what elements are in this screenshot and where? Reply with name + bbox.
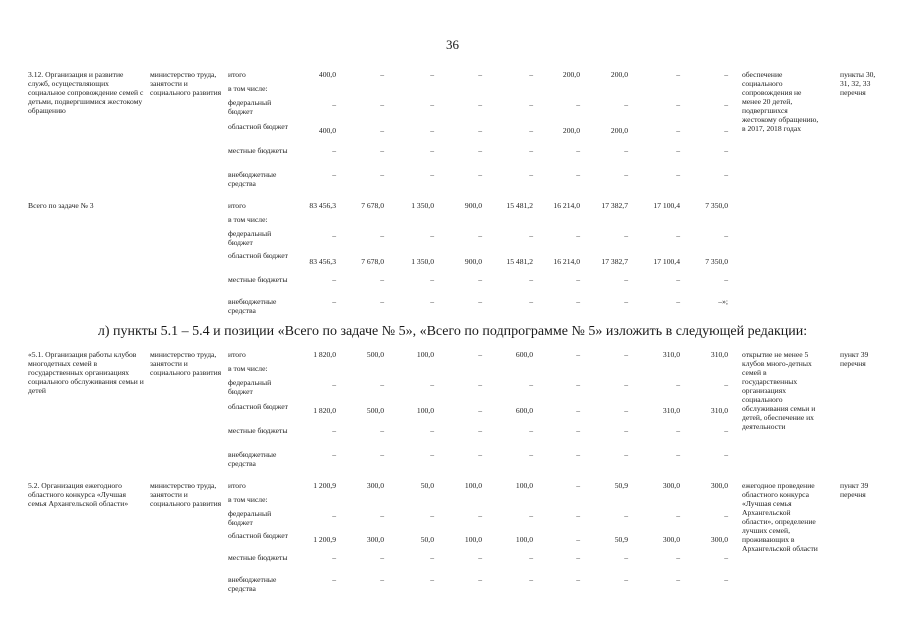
value-cell: –: [529, 100, 533, 109]
value-cell: 300,0: [366, 481, 384, 490]
row-note: открытие не менее 5 клубов много-детных семей в государственных организациях социального обслуживания семьи и детей, обеспечение их деятельности: [742, 350, 816, 431]
value-cell: –: [430, 231, 434, 240]
value-cell: 100,0: [416, 406, 434, 415]
value-cell: 200,0: [610, 126, 628, 135]
value-cell: –: [332, 297, 336, 306]
value-cell: 200,0: [610, 70, 628, 79]
value-cell: –: [529, 126, 533, 135]
value-cell: –: [529, 231, 533, 240]
value-cell: –: [430, 146, 434, 155]
value-cell: –: [529, 553, 533, 562]
page-number: 36: [446, 37, 459, 52]
value-cell: –: [724, 170, 728, 179]
value-cell: –: [529, 146, 533, 155]
value-cell: –: [724, 553, 728, 562]
value-cell: –: [676, 170, 680, 179]
value-cell: –: [529, 275, 533, 284]
value-cell: 100,0: [515, 535, 533, 544]
value-cell: –: [576, 170, 580, 179]
value-cell: –: [380, 146, 384, 155]
source-label: итого: [228, 201, 246, 210]
value-cell: 310,0: [710, 406, 728, 415]
value-cell: 300,0: [710, 481, 728, 490]
value-cell: –: [529, 70, 533, 79]
value-cell: 17 382,7: [601, 201, 628, 210]
value-cell: 400,0: [318, 126, 336, 135]
value-cell: –: [676, 553, 680, 562]
value-cell: –: [529, 297, 533, 306]
value-cell: –: [576, 146, 580, 155]
row-executor: министерство труда, занятости и социального развития: [150, 481, 222, 508]
value-cell: 17 100,4: [653, 257, 680, 266]
value-cell: –: [676, 426, 680, 435]
value-cell: –: [332, 146, 336, 155]
value-cell: 1 200,9: [313, 481, 336, 490]
value-cell: 7 350,0: [705, 257, 728, 266]
value-cell: –: [380, 297, 384, 306]
value-cell: 310,0: [662, 350, 680, 359]
value-cell: –: [478, 146, 482, 155]
value-cell: –: [430, 553, 434, 562]
source-label: внебюджетные средства: [228, 450, 277, 468]
value-cell: –: [529, 575, 533, 584]
value-cell: –: [529, 380, 533, 389]
value-cell: –: [478, 297, 482, 306]
value-cell: –: [676, 450, 680, 459]
value-cell: 300,0: [662, 535, 680, 544]
source-label: в том числе:: [228, 84, 268, 93]
value-cell: 16 214,0: [553, 201, 580, 210]
value-cell: –: [576, 426, 580, 435]
value-cell: 83 456,3: [309, 201, 336, 210]
value-cell: 100,0: [515, 481, 533, 490]
value-cell: –: [430, 100, 434, 109]
row-reference: пункты 30, 31, 32, 33 перечня: [840, 70, 876, 97]
value-cell: –: [676, 275, 680, 284]
value-cell: –: [430, 70, 434, 79]
value-cell: –: [430, 275, 434, 284]
value-cell: –: [430, 511, 434, 520]
value-cell: –: [724, 126, 728, 135]
value-cell: –: [724, 380, 728, 389]
value-cell: –: [380, 275, 384, 284]
value-cell: –: [676, 575, 680, 584]
value-cell: –: [430, 380, 434, 389]
value-cell: 7 678,0: [361, 201, 384, 210]
row-title: 5.2. Организация ежегодного областного конкурса «Лучшая семья Архангельской области»: [28, 481, 129, 508]
value-cell: 16 214,0: [553, 257, 580, 266]
value-cell: –: [576, 511, 580, 520]
value-cell: –: [724, 70, 728, 79]
value-cell: –: [332, 380, 336, 389]
value-cell: 310,0: [710, 350, 728, 359]
value-cell: 100,0: [464, 481, 482, 490]
value-cell: –: [576, 535, 580, 544]
source-label: местные бюджеты: [228, 426, 288, 435]
value-cell: –: [529, 170, 533, 179]
value-cell: –: [624, 380, 628, 389]
value-cell: 50,0: [420, 535, 434, 544]
value-cell: –: [576, 350, 580, 359]
source-label: местные бюджеты: [228, 275, 288, 284]
row-executor: министерство труда, занятости и социального развития: [150, 70, 222, 97]
value-cell: –: [724, 100, 728, 109]
value-cell: –: [332, 170, 336, 179]
value-cell: –: [332, 426, 336, 435]
value-cell: –: [624, 100, 628, 109]
value-cell: 300,0: [710, 535, 728, 544]
value-cell: 310,0: [662, 406, 680, 415]
value-cell: –: [478, 511, 482, 520]
value-cell: –: [576, 231, 580, 240]
value-cell: –: [624, 146, 628, 155]
value-cell: –: [576, 553, 580, 562]
value-cell: 600,0: [515, 406, 533, 415]
source-label: федеральный бюджет: [228, 98, 272, 116]
value-cell: –: [724, 450, 728, 459]
value-cell: 1 820,0: [313, 406, 336, 415]
value-cell: –: [478, 100, 482, 109]
row-title: Всего по задаче № 3: [28, 201, 94, 210]
source-label: в том числе:: [228, 364, 268, 373]
value-cell: 83 456,3: [309, 257, 336, 266]
value-cell: –: [478, 380, 482, 389]
source-label: федеральный бюджет: [228, 509, 272, 527]
value-cell: –: [624, 350, 628, 359]
value-cell: 17 382,7: [601, 257, 628, 266]
source-label: итого: [228, 70, 246, 79]
value-cell: –: [624, 297, 628, 306]
source-label: федеральный бюджет: [228, 229, 272, 247]
value-cell: 900,0: [464, 257, 482, 266]
value-cell: 200,0: [562, 126, 580, 135]
value-cell: –: [478, 575, 482, 584]
value-cell: –: [332, 275, 336, 284]
value-cell: –: [676, 146, 680, 155]
value-cell: –»;: [718, 297, 728, 306]
row-note: ежегодное проведение областного конкурса «Лучшая семья Архангельской области», определение лучших семей, проживающих в Архангельской области: [742, 481, 818, 553]
value-cell: 300,0: [366, 535, 384, 544]
value-cell: 300,0: [662, 481, 680, 490]
value-cell: –: [332, 511, 336, 520]
value-cell: –: [430, 126, 434, 135]
value-cell: –: [624, 575, 628, 584]
value-cell: 500,0: [366, 350, 384, 359]
section-heading: л) пункты 5.1 – 5.4 и позиции «Всего по задаче № 5», «Всего по подпрограмме № 5» изложить в следующей редакции:: [97, 324, 808, 339]
value-cell: –: [724, 231, 728, 240]
value-cell: 100,0: [464, 535, 482, 544]
value-cell: 500,0: [366, 406, 384, 415]
value-cell: –: [380, 170, 384, 179]
value-cell: –: [430, 170, 434, 179]
source-label: внебюджетные средства: [228, 170, 277, 188]
value-cell: –: [380, 426, 384, 435]
source-label: федеральный бюджет: [228, 378, 272, 396]
row-note: обеспечение социального сопровождения не менее 20 детей, подвергшихся жестокому обращению, в 2017, 2018 годах: [742, 70, 819, 133]
value-cell: 1 200,9: [313, 535, 336, 544]
value-cell: –: [478, 231, 482, 240]
value-cell: 1 350,0: [411, 201, 434, 210]
value-cell: –: [576, 406, 580, 415]
source-label: областной бюджет: [228, 122, 288, 131]
value-cell: –: [676, 231, 680, 240]
value-cell: –: [576, 450, 580, 459]
value-cell: –: [624, 426, 628, 435]
value-cell: 50,9: [614, 481, 628, 490]
value-cell: –: [624, 275, 628, 284]
value-cell: –: [724, 275, 728, 284]
value-cell: –: [576, 275, 580, 284]
source-label: итого: [228, 350, 246, 359]
row-reference: пункт 39 перечня: [840, 350, 869, 368]
value-cell: –: [576, 100, 580, 109]
value-cell: –: [380, 511, 384, 520]
value-cell: –: [478, 553, 482, 562]
source-label: областной бюджет: [228, 531, 288, 540]
value-cell: –: [430, 450, 434, 459]
value-cell: 200,0: [562, 70, 580, 79]
value-cell: –: [332, 231, 336, 240]
source-label: местные бюджеты: [228, 553, 288, 562]
value-cell: –: [430, 575, 434, 584]
value-cell: –: [676, 100, 680, 109]
value-cell: –: [624, 231, 628, 240]
value-cell: –: [724, 146, 728, 155]
value-cell: 7 678,0: [361, 257, 384, 266]
value-cell: –: [478, 426, 482, 435]
source-label: областной бюджет: [228, 402, 288, 411]
value-cell: 900,0: [464, 201, 482, 210]
source-label: областной бюджет: [228, 251, 288, 260]
value-cell: –: [380, 450, 384, 459]
value-cell: –: [430, 297, 434, 306]
row-executor: министерство труда, занятости и социального развития: [150, 350, 222, 377]
value-cell: –: [529, 511, 533, 520]
value-cell: 1 350,0: [411, 257, 434, 266]
value-cell: –: [380, 100, 384, 109]
value-cell: 100,0: [416, 350, 434, 359]
source-label: местные бюджеты: [228, 146, 288, 155]
value-cell: –: [332, 575, 336, 584]
value-cell: –: [478, 275, 482, 284]
value-cell: –: [676, 380, 680, 389]
value-cell: 15 481,2: [506, 201, 533, 210]
value-cell: 7 350,0: [705, 201, 728, 210]
source-label: в том числе:: [228, 495, 268, 504]
value-cell: –: [624, 511, 628, 520]
value-cell: –: [380, 231, 384, 240]
row-reference: пункт 39 перечня: [840, 481, 869, 499]
value-cell: –: [676, 126, 680, 135]
value-cell: –: [724, 511, 728, 520]
source-label: итого: [228, 481, 246, 490]
row-title: 3.12. Организация и развитие служб, осуществляющих социальное сопровождение семей с детьми, подвергшимися жестокому обращению: [28, 70, 144, 115]
value-cell: –: [380, 575, 384, 584]
value-cell: –: [676, 70, 680, 79]
value-cell: –: [430, 426, 434, 435]
value-cell: –: [529, 426, 533, 435]
value-cell: –: [478, 70, 482, 79]
value-cell: 50,0: [420, 481, 434, 490]
value-cell: –: [478, 170, 482, 179]
value-cell: –: [576, 297, 580, 306]
value-cell: –: [624, 553, 628, 562]
value-cell: –: [724, 426, 728, 435]
source-label: внебюджетные средства: [228, 297, 277, 315]
value-cell: 15 481,2: [506, 257, 533, 266]
value-cell: –: [478, 350, 482, 359]
value-cell: –: [380, 553, 384, 562]
source-label: в том числе:: [228, 215, 268, 224]
value-cell: –: [380, 380, 384, 389]
value-cell: 600,0: [515, 350, 533, 359]
value-cell: –: [576, 575, 580, 584]
value-cell: –: [380, 126, 384, 135]
value-cell: –: [676, 511, 680, 520]
value-cell: –: [478, 126, 482, 135]
source-label: внебюджетные средства: [228, 575, 277, 593]
value-cell: –: [624, 450, 628, 459]
value-cell: –: [624, 170, 628, 179]
value-cell: –: [624, 406, 628, 415]
value-cell: –: [332, 100, 336, 109]
value-cell: –: [478, 406, 482, 415]
value-cell: –: [676, 297, 680, 306]
value-cell: –: [380, 70, 384, 79]
row-title: «5.1. Организация работы клубов многодетных семей в государственных организациях социального обслуживания семьи и детей: [28, 350, 144, 395]
value-cell: –: [576, 380, 580, 389]
value-cell: –: [332, 450, 336, 459]
value-cell: –: [576, 481, 580, 490]
value-cell: 50,9: [614, 535, 628, 544]
value-cell: 17 100,4: [653, 201, 680, 210]
value-cell: –: [724, 575, 728, 584]
value-cell: 400,0: [318, 70, 336, 79]
value-cell: –: [332, 553, 336, 562]
value-cell: –: [478, 450, 482, 459]
value-cell: –: [529, 450, 533, 459]
value-cell: 1 820,0: [313, 350, 336, 359]
